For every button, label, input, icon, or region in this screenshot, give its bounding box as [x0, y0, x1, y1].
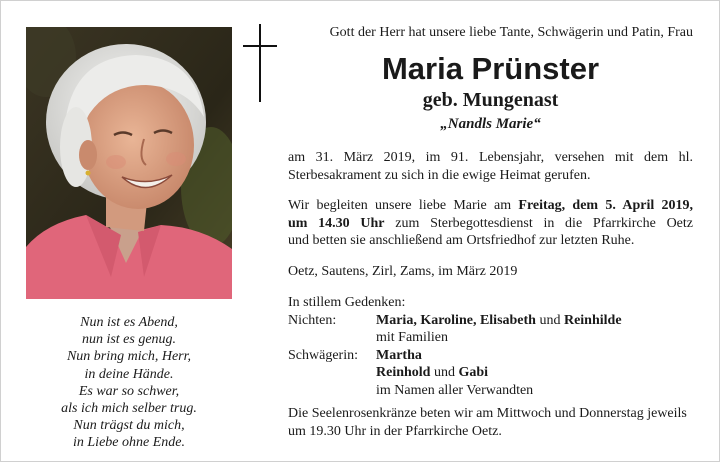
nieces-names: Maria, Karoline, Elisabeth — [376, 312, 536, 328]
deceased-name: Maria Prünster — [381, 51, 600, 86]
rosary-notice: Die Seelenrosenkränze beten wir am Mittwoch und Donnerstag jeweils um 19.30 Uhr in der Pfarrkirche Oetz. — [288, 406, 687, 439]
poem-line: nun ist es genug. — [81, 332, 177, 348]
nieces-label: Nichten: — [288, 312, 337, 328]
death-paragraph: am 31. März 2019, im 91. Lebensjahr, versehen mit dem hl. Sterbesakrament zu sich in die ewige Heimat gerufen. — [288, 150, 693, 183]
poem — [26, 314, 232, 452]
funeral-date: Freitag, dem 5. April 2019, — [518, 198, 694, 213]
funeral-text: zum Sterbegottesdienst in die Pfarrkirche Oetz — [384, 215, 694, 231]
poem-line: Nun trägst du mich, — [73, 418, 185, 434]
inlaws-name: Gabi — [458, 365, 489, 380]
inlaws-label: Schwägerin: — [288, 347, 358, 363]
poem-line: in Liebe ohne Ende. — [73, 435, 185, 451]
cross-icon — [243, 24, 277, 102]
mourners-heading: In stillem Gedenken: — [288, 295, 406, 310]
inlaws-name: Reinhold — [376, 365, 431, 380]
intro-line: Gott der Herr hat unsere liebe Tante, Schwägerin und Patin, Frau — [329, 25, 693, 40]
nickname: „Nandls Marie“ — [440, 116, 541, 132]
conjunction: und — [535, 312, 564, 328]
funeral-paragraph — [288, 197, 693, 250]
funeral-text: Wir begleiten unsere liebe Marie am — [288, 198, 519, 213]
mourners-list — [288, 294, 693, 399]
poem-line: Es war so schwer, — [78, 383, 180, 399]
poem-line: Nun bring mich, Herr, — [66, 349, 192, 365]
portrait-photo — [26, 27, 232, 299]
nieces-name-last: Reinhilde — [563, 312, 622, 328]
poem-line: Nun ist es Abend, — [80, 315, 178, 330]
poem-line: als ich mich selber trug. — [61, 401, 197, 417]
conjunction: und — [430, 365, 459, 380]
poem-line: in deine Hände. — [84, 366, 174, 382]
inlaws-name: Martha — [376, 347, 422, 363]
funeral-time: um 14.30 Uhr — [288, 215, 385, 231]
place-date: Oetz, Sautens, Zirl, Zams, im März 2019 — [288, 264, 518, 279]
maiden-name: geb. Mungenast — [422, 89, 559, 111]
relatives-line: im Namen aller Verwandten — [376, 382, 534, 398]
nieces-families: mit Familien — [376, 330, 448, 345]
funeral-text: und betten sie anschließend am Ortsfriedhof zur letzten Ruhe. — [288, 233, 635, 248]
